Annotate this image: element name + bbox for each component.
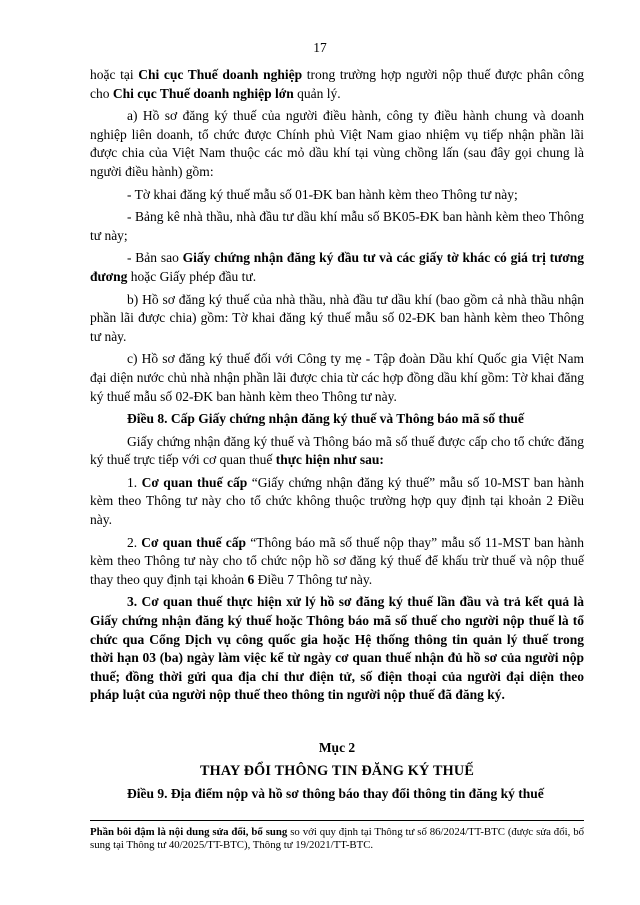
bold-text: THAY ĐỔI THÔNG TIN ĐĂNG KÝ THUẾ (200, 762, 474, 779)
bold-text: thực hiện như sau: (275, 452, 384, 468)
text-run: Điều 7 Thông tư này. (254, 571, 373, 587)
article-8-heading (90, 410, 584, 429)
page-number: 17 (313, 40, 327, 55)
list-item-certificate (90, 249, 584, 286)
text-run: Giấy chứng nhận đăng ký thuế và Thông báo mã số thuế được cấp cho tổ chức đăng ký thuế trực tiếp với cơ quan thuế (90, 433, 584, 468)
document-body (90, 66, 584, 808)
bold-text: Điều 8. Cấp Giấy chứng nhận đăng ký thuế và Thông báo mã số thuế (127, 411, 524, 427)
text-run: 2. (127, 534, 142, 550)
bold-text: Giấy chứng nhận đăng ký đầu tư và các giấy tờ khác có giá trị tương đương (90, 250, 584, 284)
bold-text: Cơ quan thuế cấp (141, 474, 248, 490)
bold-text: 6 (247, 571, 255, 587)
paragraph-continuation (90, 66, 584, 103)
bold-text: Mục 2 (318, 740, 356, 755)
text-run: “Giấy chứng nhận đăng ký thuế” mẫu số 10-MST ban hành kèm theo Thông tư này cho tổ chức không thuộc trường hợp quy định tại khoản 2 Điều này. (90, 474, 584, 528)
article-8-intro (90, 433, 584, 470)
section-label (90, 739, 584, 758)
bold-text: Điều 9. Địa điểm nộp và hồ sơ thông báo thay đổi thông tin đăng ký thuế (127, 786, 544, 802)
text-run: - Bản sao (127, 250, 183, 266)
text-run: so với quy định tại Thông tư số 86/2024/TT-BTC (được sửa đổi, bổ sung tại Thông tư 40/2025/TT-BTC), Thông tư 19/2021/TT-BTC. (90, 826, 585, 852)
section-title (90, 762, 584, 781)
article-9-heading (90, 785, 584, 804)
bold-text: Chi cục Thuế doanh nghiệp lớn (112, 85, 294, 101)
list-item-bk05: - Bảng kê nhà thầu, nhà đầu tư dầu khí mẫu số BK05-ĐK ban hành kèm theo Thông tư này; (90, 209, 584, 243)
bold-text: Chi cục Thuế doanh nghiệp (138, 67, 303, 82)
text-run: hoặc Giấy phép đầu tư. (127, 268, 257, 284)
bold-text: Phần bôi đậm là nội dung sửa đổi, bổ sung (90, 826, 288, 838)
text-run: 1. (127, 474, 142, 490)
paragraph-b: b) Hồ sơ đăng ký thuế của nhà thầu, nhà đầu tư dầu khí (bao gồm cả nhà thầu nhận phần lãi được chia) gồm: Tờ khai đăng ký thuế mẫu số 02-ĐK ban hành kèm theo Thông tư này. (90, 291, 584, 344)
bold-text: 3. Cơ quan thuế thực hiện xử lý hồ sơ đăng ký thuế lần đầu và trả kết quả là Giấy chứng nhận đăng ký thuế hoặc Thông báo mã số thuế cho người nộp thuế là tổ chức qua Cổng Dịch vụ công quốc gia hoặc Hệ thống thông tin quản lý thuế trong thời hạn 03 (ba) ngày làm việc kể từ ngày cơ quan thuế nhận đủ hồ sơ của người nộp thuế; đồng thời gửi qua địa chỉ thư điện tử, số điện thoại của người đại diện theo pháp luật của người nộp thuế theo thông tin người nộp thuế đã đăng ký. (90, 594, 584, 703)
clause-3 (90, 593, 584, 705)
text-run: quản lý. (293, 85, 341, 101)
paragraph-a: a) Hồ sơ đăng ký thuế của người điều hành, công ty điều hành chung và doanh nghiệp liên doanh, tổ chức được Chính phủ Việt Nam giao nhiệm vụ tiếp nhận phần lãi được chia của Việt Nam thuộc các mỏ dầu khí tại vùng chồng lấn (sau đây gọi chung là người điều hành) gồm: (90, 108, 584, 179)
clause-1 (90, 474, 584, 530)
text-run: trong trường hợp người nộp thuế được phân công cho (90, 67, 585, 101)
footer-note (90, 826, 584, 853)
clause-2 (90, 534, 584, 590)
paragraph-c: c) Hồ sơ đăng ký thuế đối với Công ty mẹ - Tập đoàn Dầu khí Quốc gia Việt Nam đại diện nước chủ nhà nhận phần lãi được chia từ các hợp đồng dầu khí gồm: Tờ khai đăng ký thuế mẫu số 02-ĐK ban hành kèm theo Thông tư này. (90, 351, 584, 404)
list-item-form-01: - Tờ khai đăng ký thuế mẫu số 01-ĐK ban hành kèm theo Thông tư này; (127, 186, 518, 202)
footer-divider (90, 820, 584, 821)
text-run: hoặc tại (90, 67, 139, 82)
bold-text: Cơ quan thuế cấp (141, 534, 247, 550)
text-run: “Thông báo mã số thuế nộp thay” mẫu số 11-MST ban hành kèm theo Thông tư này cho tổ chức nộp hồ sơ đăng ký thuế để khấu trừ thuế và nộp thuế thay theo quy định tại khoản (90, 534, 584, 587)
